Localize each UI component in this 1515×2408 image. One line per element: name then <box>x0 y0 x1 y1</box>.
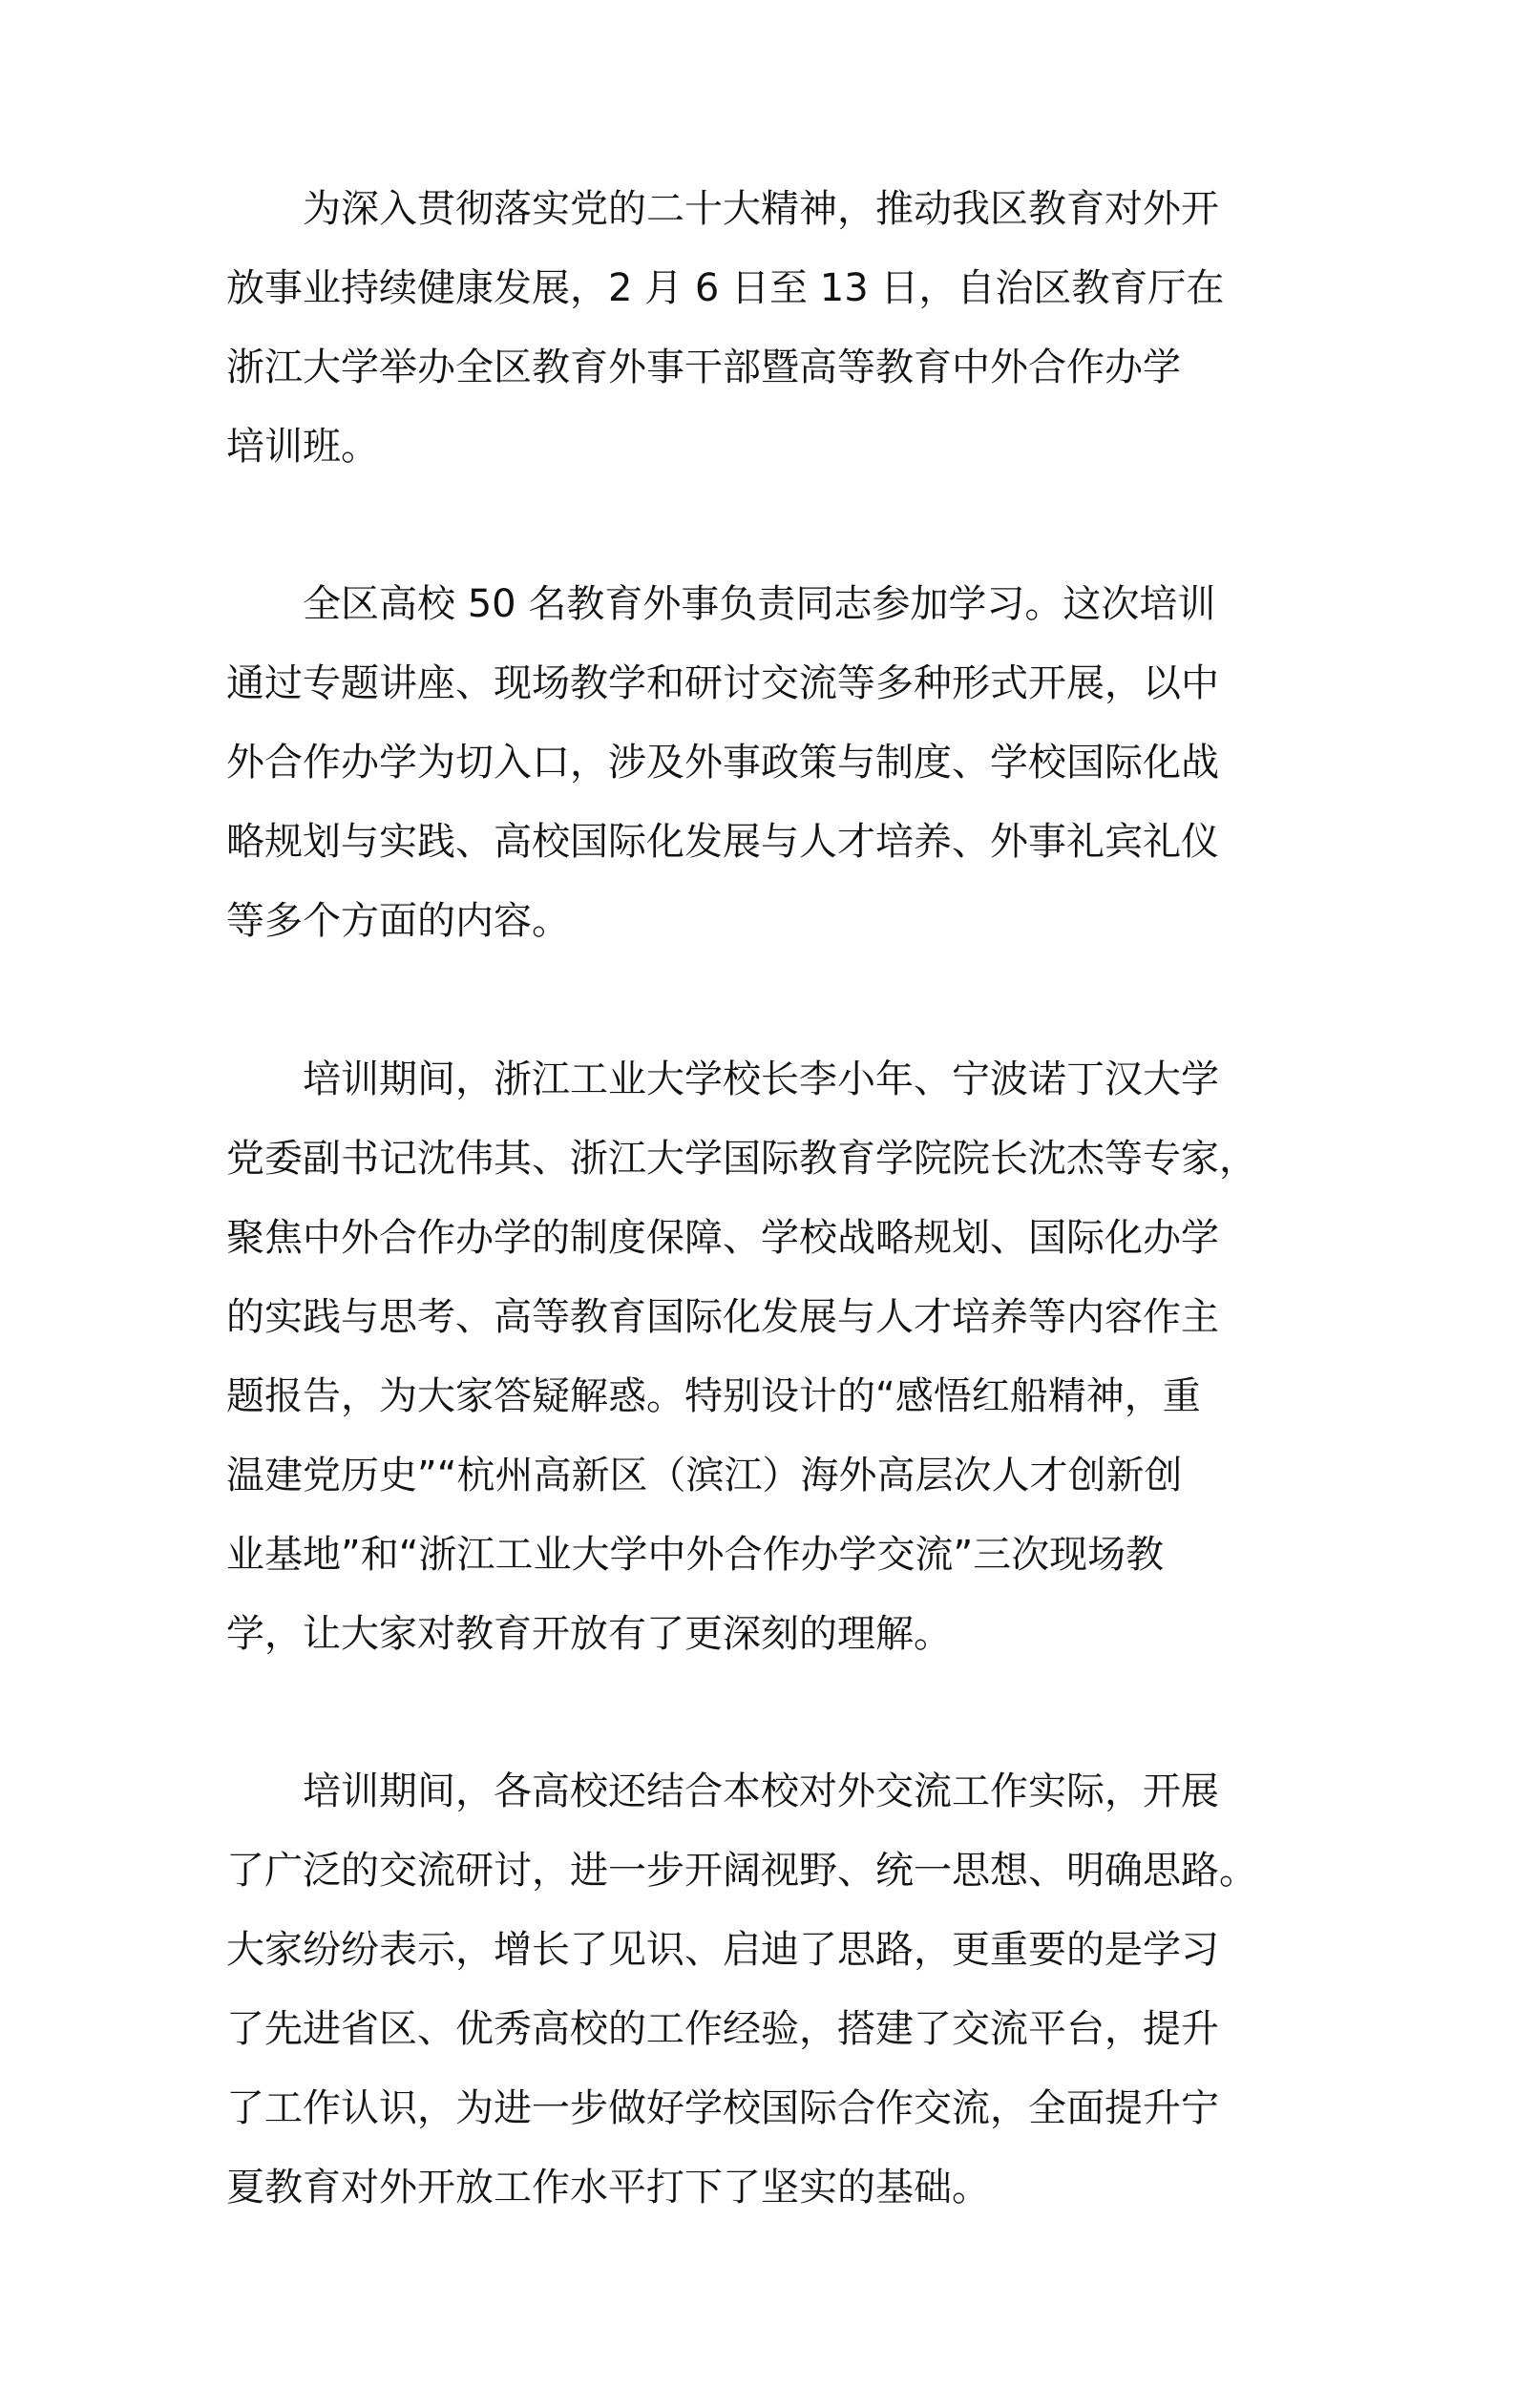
paragraph-4 <box>226 1752 1353 2228</box>
text-line: 大家纷纷表示，增长了见识、启迪了思路，更重要的是学习 <box>226 1928 1219 1972</box>
text-line: 业基地”和“浙江工业大学中外合作办学交流”三次现场教 <box>226 1533 1165 1577</box>
text-line: 的实践与思考、高等教育国际化发展与人才培养等内容作主 <box>226 1295 1219 1339</box>
text-line: 学，让大家对教育开放有了更深刻的理解。 <box>226 1612 952 1656</box>
text-line: 培训期间，浙江工业大学校长李小年、宁波诺丁汉大学 <box>226 1057 1219 1101</box>
text-line: 等多个方面的内容。 <box>226 899 570 943</box>
text-line: 通过专题讲座、现场教学和研讨交流等多种形式开展，以中 <box>226 661 1219 705</box>
text-line: 略规划与实践、高校国际化发展与人才培养、外事礼宾礼仪 <box>226 820 1219 864</box>
text-line: 夏教育对外开放工作水平打下了坚实的基础。 <box>226 2166 990 2209</box>
paragraph-2 <box>226 565 1353 961</box>
text-line: 培训期间，各高校还结合本校对外交流工作实际，开展 <box>226 1769 1219 1813</box>
text-line: 了先进省区、优秀高校的工作经验，搭建了交流平台，提升 <box>226 2007 1219 2051</box>
text-line: 温建党历史”“杭州高新区（滨江）海外高层次人才创新创 <box>226 1454 1183 1497</box>
text-line: 外合作办学为切入口，涉及外事政策与制度、学校国际化战 <box>226 741 1219 785</box>
text-line: 浙江大学举办全区教育外事干部暨高等教育中外合作办学 <box>226 345 1181 389</box>
paragraph-1 <box>226 170 1353 487</box>
text-line: 了工作认识，为进一步做好学校国际合作交流，全面提升宁 <box>226 2086 1219 2130</box>
text-line: 为深入贯彻落实党的二十大精神，推动我区教育对外开 <box>226 187 1219 231</box>
text-line: 全区高校 50 名教育外事负责同志参加学习。这次培训 <box>226 582 1216 626</box>
text-line: 培训班。 <box>226 425 379 469</box>
text-line: 题报告，为大家答疑解惑。特别设计的“感悟红船精神，重 <box>226 1374 1201 1418</box>
text-line: 了广泛的交流研讨，进一步开阔视野、统一思想、明确思路。 <box>226 1849 1257 1893</box>
paragraph-3 <box>226 1040 1353 1674</box>
text-line: 聚焦中外合作办学的制度保障、学校战略规划、国际化办学 <box>226 1216 1219 1260</box>
text-line: 党委副书记沈伟其、浙江大学国际教育学院院长沈杰等专家， <box>226 1137 1257 1181</box>
text-line: 放事业持续健康发展，2 月 6 日至 13 日，自治区教育厅在 <box>226 266 1225 310</box>
